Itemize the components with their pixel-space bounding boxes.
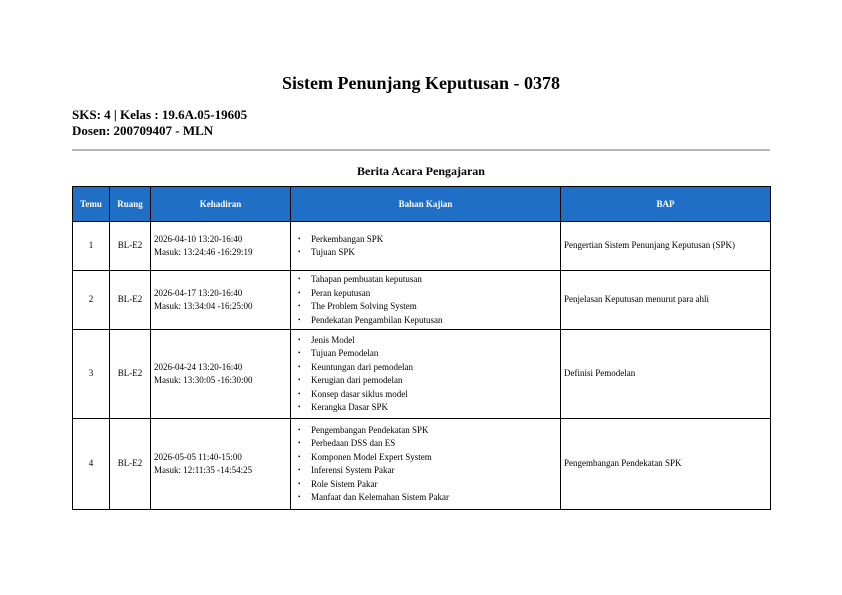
masuk-text: Masuk: 13:34:04 -16:25:00 <box>154 301 253 311</box>
header-temu: Temu <box>73 187 110 222</box>
header-bap: BAP <box>561 187 771 222</box>
masuk-text: Masuk: 12:11:35 -14:54:25 <box>154 465 253 475</box>
list-item: • Perkembangan SPK <box>294 233 557 247</box>
bahan-list <box>294 334 557 415</box>
header-kehadiran: Kehadiran <box>151 187 291 222</box>
table-header-row <box>73 187 771 222</box>
table-row <box>73 419 771 510</box>
bahan-list <box>294 233 557 260</box>
list-item: • Kerugian dari pemodelan <box>294 374 557 388</box>
list-item: • Role Sistem Pakar <box>294 478 557 492</box>
cell-bap: Pengembangan Pendekatan SPK <box>561 419 771 510</box>
cell-bap: Pengertian Sistem Penunjang Keputusan (SPK) <box>561 222 771 271</box>
list-item: • Tujuan SPK <box>294 246 557 260</box>
jadwal-text: 2026-04-17 13:20-16:40 <box>154 287 243 298</box>
bap-table <box>72 186 771 510</box>
list-item: • Tujuan Pemodelan <box>294 347 557 361</box>
cell-ruang: BL-E2 <box>110 330 151 419</box>
cell-kehadiran <box>151 222 291 271</box>
divider <box>72 149 770 151</box>
document-title: Sistem Penunjang Keputusan - 0378 <box>281 73 561 93</box>
cell-ruang: BL-E2 <box>110 419 151 510</box>
list-item: • Komponen Model Expert System <box>294 451 557 465</box>
jadwal-text: 2026-04-10 13:20-16:40 <box>154 233 243 244</box>
cell-bahan-kajian <box>291 271 561 330</box>
list-item: • Tahapan pembuatan keputusan <box>294 273 557 287</box>
cell-kehadiran <box>151 271 291 330</box>
jadwal-text: 2026-05-05 11:40-15:00 <box>154 451 242 462</box>
bahan-list <box>294 424 557 505</box>
cell-bap: Penjelasan Keputusan menurut para ahli <box>561 271 771 330</box>
list-item: • Pendekatan Pengambilan Keputusan <box>294 314 557 328</box>
list-item: • Inferensi System Pakar <box>294 464 557 478</box>
list-item: • Jenis Model <box>294 334 557 348</box>
list-item: • Kerangka Dasar SPK <box>294 401 557 415</box>
list-item: • Keuntungan dari pemodelan <box>294 361 557 375</box>
list-item: • Peran keputusan <box>294 287 557 301</box>
cell-temu: 3 <box>73 330 110 419</box>
list-item: • Pengembangan Pendekatan SPK <box>294 424 557 438</box>
section-title: Berita Acara Pengajaran <box>357 164 485 178</box>
sks-kelas-line: SKS: 4 | Kelas : 19.6A.05-19605 <box>72 107 248 122</box>
cell-kehadiran <box>151 330 291 419</box>
masuk-text: Masuk: 13:24:46 -16:29:19 <box>154 247 253 257</box>
table-row <box>73 330 771 419</box>
cell-bap: Definisi Pemodelan <box>561 330 771 419</box>
cell-temu: 2 <box>73 271 110 330</box>
header-bahan-kajian: Bahan Kajian <box>291 187 561 222</box>
list-item: • Perbedaan DSS dan ES <box>294 437 557 451</box>
cell-temu: 4 <box>73 419 110 510</box>
cell-ruang: BL-E2 <box>110 222 151 271</box>
dosen-line: Dosen: 200709407 - MLN <box>72 123 214 138</box>
bahan-list <box>294 273 557 327</box>
cell-kehadiran <box>151 419 291 510</box>
header-ruang: Ruang <box>110 187 151 222</box>
table-row <box>73 222 771 271</box>
jadwal-text: 2026-04-24 13:20-16:40 <box>154 361 243 372</box>
list-item: • Konsep dasar siklus model <box>294 388 557 402</box>
cell-ruang: BL-E2 <box>110 271 151 330</box>
cell-bahan-kajian <box>291 222 561 271</box>
table-row <box>73 271 771 330</box>
list-item: • Manfaat dan Kelemahan Sistem Pakar <box>294 491 557 505</box>
masuk-text: Masuk: 13:30:05 -16:30:00 <box>154 375 253 385</box>
cell-bahan-kajian <box>291 419 561 510</box>
list-item: • The Problem Solving System <box>294 300 557 314</box>
cell-temu: 1 <box>73 222 110 271</box>
cell-bahan-kajian <box>291 330 561 419</box>
